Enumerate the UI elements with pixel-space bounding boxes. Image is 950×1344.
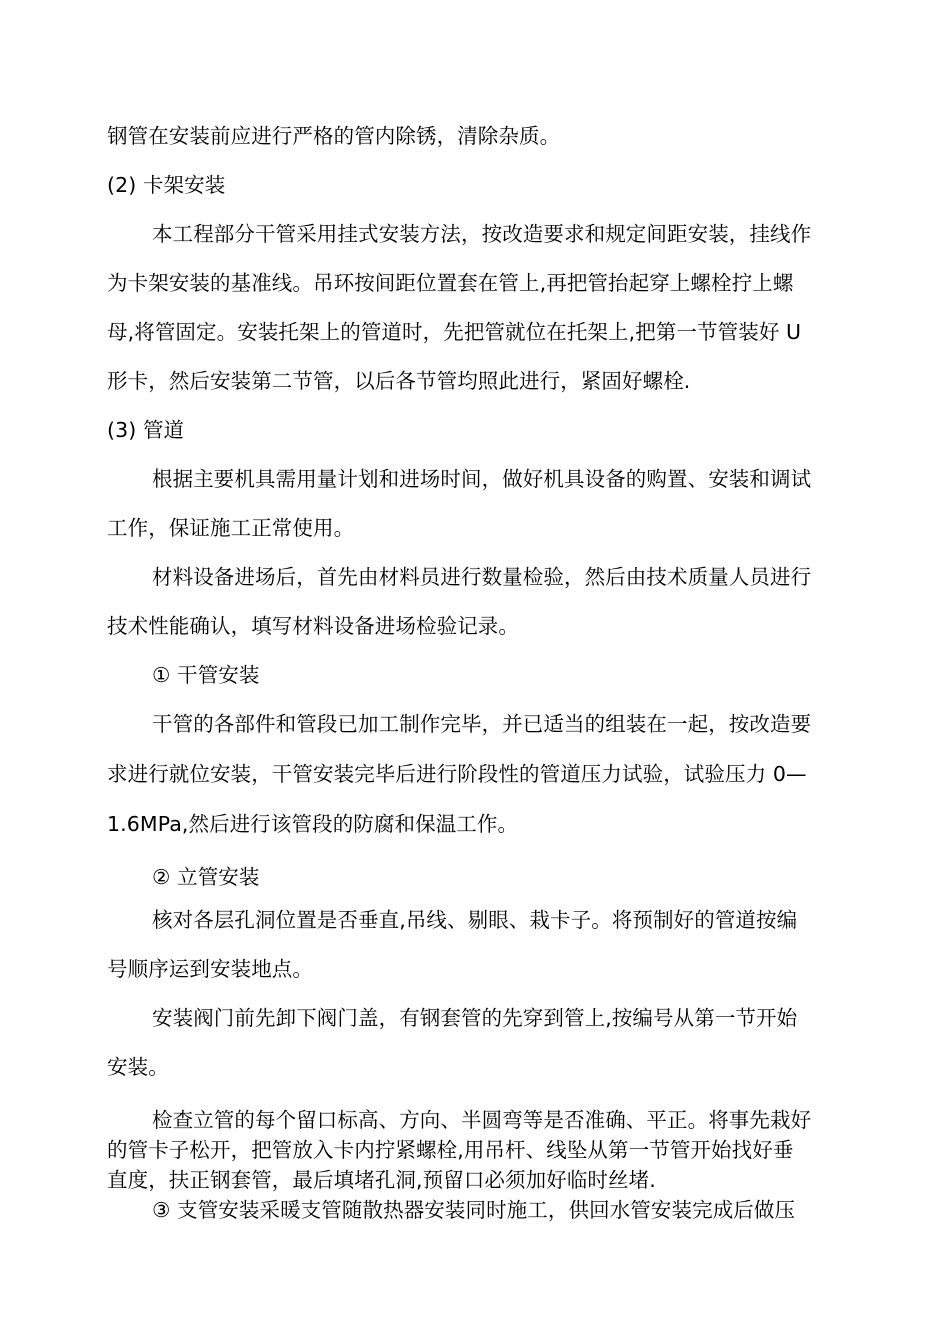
text-line: 的管卡子松开，把管放入卡内拧紧螺栓,用吊杆、线坠从第一节管开始找好垂 [107,1138,794,1162]
text-line: 核对各层孔洞位置是否垂直,吊线、剔眼、栽卡子。将预制好的管道按编 [152,908,798,932]
text-line: 本工程部分干管采用挂式安装方法，按改造要求和规定间距安装，挂线作 [152,222,812,246]
subsection-heading: ③ 支管安装采暖支管随散热器安装同时施工，供回水管安装完成后做压 [152,1198,796,1222]
text-line: 求进行就位安装，干管安装完毕后进行阶段性的管道压力试验，试验压力 0— [107,762,807,786]
text-line: 材料设备进场后，首先由材料员进行数量检验，然后由技术质量人员进行 [152,565,812,589]
text-line: 检查立管的每个留口标高、方向、半圆弯等是否准确、平正。将事先栽好 [152,1108,812,1132]
text-line: 安装。 [107,1055,169,1079]
text-line: 母,将管固定。安装托架上的管道时，先把管就位在托架上,把第一节管装好 U [107,320,802,344]
text-line: 技术性能确认，填写材料设备进场检验记录。 [107,614,519,638]
text-line: 干管的各部件和管段已加工制作完毕，并已适当的组装在一起，按改造要 [152,712,812,736]
text-line: 1.6MPa,然后进行该管段的防腐和保温工作。 [107,812,519,836]
text-line: 形卡，然后安装第二节管，以后各节管均照此进行，紧固好螺栓. [107,369,691,393]
subsection-heading: ① 干管安装 [152,663,260,687]
text-line: 直度，扶正钢套管，最后填堵孔洞,预留口必须加好临时丝堵. [107,1168,656,1192]
text-line: 安装阀门前先卸下阀门盖，有钢套管的先穿到管上,按编号从第一节开始 [152,1006,798,1030]
text-line: 为卡架安装的基准线。吊环按间距位置套在管上,再把管抬起穿上螺栓拧上螺 [107,271,794,295]
section-heading: (3) 管道 [107,418,185,442]
section-heading: (2) 卡架安装 [107,173,226,197]
text-line: 号顺序运到安装地点。 [107,957,313,981]
subsection-heading: ② 立管安装 [152,865,260,889]
text-line: 根据主要机具需用量计划和进场时间，做好机具设备的购置、安装和调试 [152,467,812,491]
text-line: 钢管在安装前应进行严格的管内除锈，清除杂质。 [107,124,561,148]
text-line: 工作，保证施工正常使用。 [107,516,355,540]
